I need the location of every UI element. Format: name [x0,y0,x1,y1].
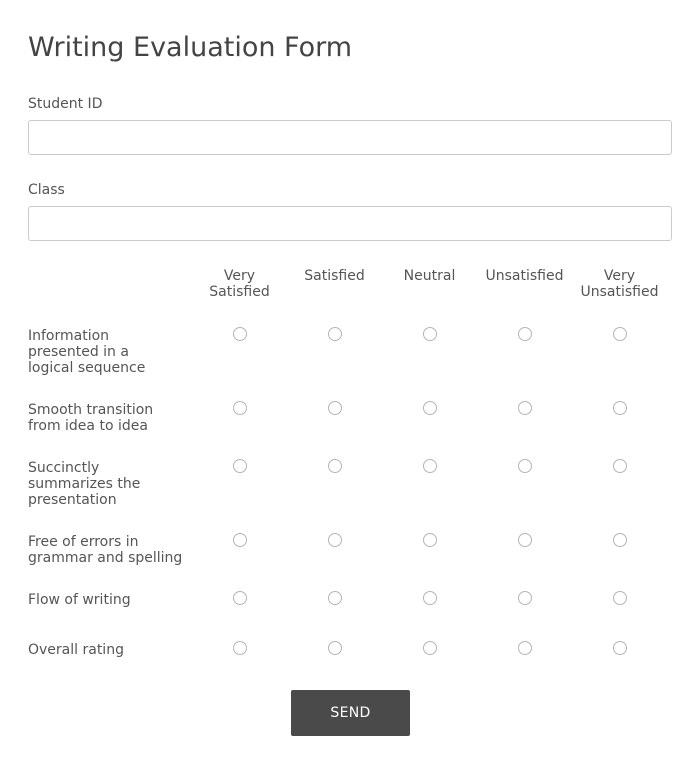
column-header-unsatisfied: Unsatisfied [485,268,564,284]
radio-grammar-spelling-neutral[interactable] [423,533,437,547]
column-header-very-satisfied: Very Satisfied [209,268,270,300]
radio-smooth-transition-satisfied[interactable] [328,401,342,415]
radio-grammar-spelling-satisfied[interactable] [328,533,342,547]
send-button[interactable]: SEND [291,690,410,736]
row-label-overall-rating: Overall rating [28,642,124,658]
student-id-label: Student ID [28,96,103,112]
radio-overall-rating-very-satisfied[interactable] [233,641,247,655]
radio-smooth-transition-very-unsatisfied[interactable] [613,401,627,415]
form-title: Writing Evaluation Form [28,32,353,63]
radio-grammar-spelling-very-satisfied[interactable] [233,533,247,547]
radio-smooth-transition-unsatisfied[interactable] [518,401,532,415]
radio-logical-sequence-very-satisfied[interactable] [233,327,247,341]
radio-smooth-transition-neutral[interactable] [423,401,437,415]
column-header-very-unsatisfied: Very Unsatisfied [580,268,659,300]
column-header-satisfied: Satisfied [304,268,365,284]
radio-logical-sequence-satisfied[interactable] [328,327,342,341]
radio-smooth-transition-very-satisfied[interactable] [233,401,247,415]
radio-succinct-summary-satisfied[interactable] [328,459,342,473]
student-id-input[interactable] [28,120,672,155]
radio-succinct-summary-very-unsatisfied[interactable] [613,459,627,473]
row-label-smooth-transition: Smooth transition from idea to idea [28,402,154,434]
radio-overall-rating-very-unsatisfied[interactable] [613,641,627,655]
class-label: Class [28,182,65,198]
radio-succinct-summary-neutral[interactable] [423,459,437,473]
radio-flow-of-writing-unsatisfied[interactable] [518,591,532,605]
row-label-flow-of-writing: Flow of writing [28,592,131,608]
radio-overall-rating-neutral[interactable] [423,641,437,655]
class-input[interactable] [28,206,672,241]
radio-succinct-summary-very-satisfied[interactable] [233,459,247,473]
radio-logical-sequence-neutral[interactable] [423,327,437,341]
radio-flow-of-writing-very-satisfied[interactable] [233,591,247,605]
row-label-logical-sequence: Information presented in a logical sequence [28,328,146,376]
radio-grammar-spelling-very-unsatisfied[interactable] [613,533,627,547]
radio-overall-rating-satisfied[interactable] [328,641,342,655]
radio-flow-of-writing-satisfied[interactable] [328,591,342,605]
radio-logical-sequence-unsatisfied[interactable] [518,327,532,341]
radio-grammar-spelling-unsatisfied[interactable] [518,533,532,547]
radio-flow-of-writing-neutral[interactable] [423,591,437,605]
row-label-succinct-summary: Succinctly summarizes the presentation [28,460,141,508]
row-label-grammar-spelling: Free of errors in grammar and spelling [28,534,183,566]
radio-flow-of-writing-very-unsatisfied[interactable] [613,591,627,605]
radio-succinct-summary-unsatisfied[interactable] [518,459,532,473]
radio-logical-sequence-very-unsatisfied[interactable] [613,327,627,341]
radio-overall-rating-unsatisfied[interactable] [518,641,532,655]
column-header-neutral: Neutral [403,268,456,284]
